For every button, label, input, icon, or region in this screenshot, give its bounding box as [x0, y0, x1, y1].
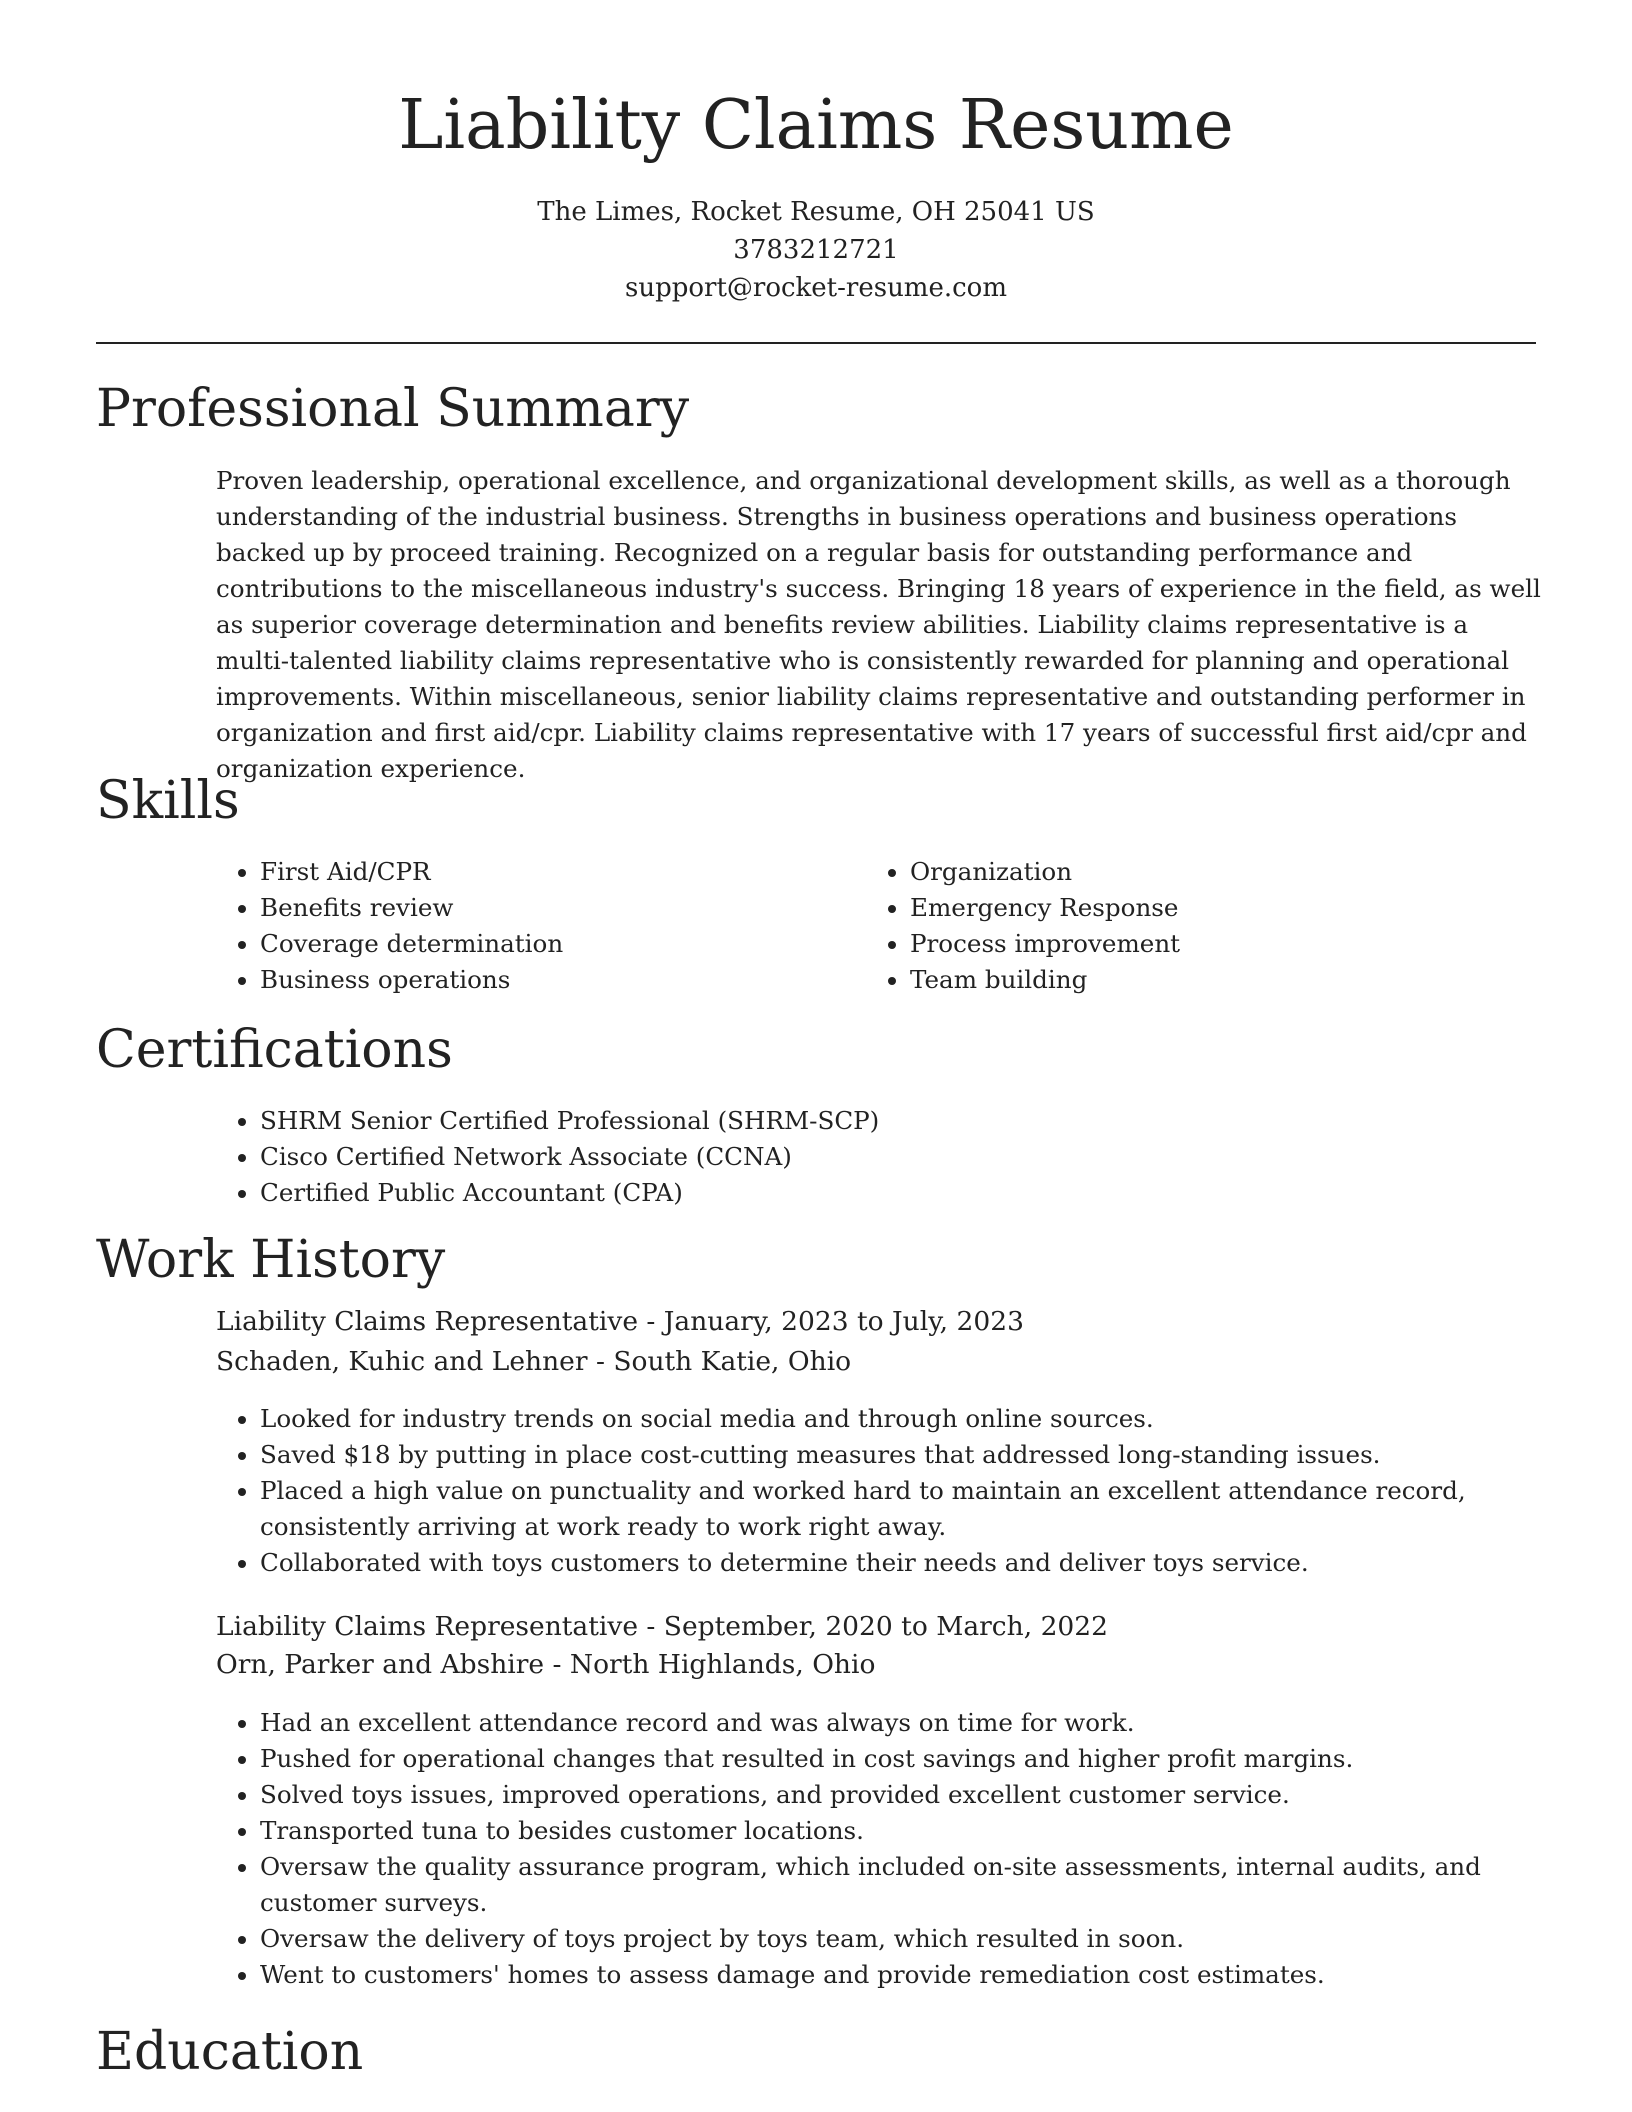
section-title-education: Education [96, 2022, 364, 2082]
job-bullet-item: • Oversaw the quality assurance program, which included on-site assessments, internal audits, and customer surveys. [260, 1849, 1546, 1921]
skills-column-right [866, 854, 1506, 998]
skill-item: • Benefits review [260, 890, 856, 926]
job-bullet-item: • Collaborated with toys customers to determine their needs and deliver toys service. [260, 1545, 1546, 1581]
skill-item: • Team building [910, 962, 1506, 998]
job-1-bullet-list [216, 1401, 1546, 1581]
job-bullet-item: • Looked for industry trends on social media and through online sources. [260, 1401, 1546, 1437]
job-bullet-item: • Transported tuna to besides customer locations. [260, 1813, 1546, 1849]
certifications-block [216, 1103, 1516, 1211]
job-2-bullet-list [216, 1705, 1546, 1993]
job-2-duties [216, 1705, 1546, 1993]
job-1-title-line: Liability Claims Representative - January, 2023 to July, 2023 [216, 1306, 1024, 1337]
section-title-work-history: Work History [96, 1230, 446, 1290]
contact-block [0, 193, 1632, 307]
contact-address: The Limes, Rocket Resume, OH 25041 US [537, 197, 1095, 227]
job-bullet-item: • Placed a high value on punctuality and worked hard to maintain an excellent attendance record, consistently arriving at work ready to work right away. [260, 1473, 1546, 1545]
job-bullet-item: • Oversaw the delivery of toys project by toys team, which resulted in soon. [260, 1921, 1546, 1957]
job-bullet-item: • Had an excellent attendance record and was always on time for work. [260, 1705, 1546, 1741]
skill-item: • Emergency Response [910, 890, 1506, 926]
page-title: Liability Claims Resume [398, 86, 1234, 165]
skill-item: • First Aid/CPR [260, 854, 856, 890]
job-2-company-line: Orn, Parker and Abshire - North Highlands, Ohio [216, 1649, 876, 1680]
skill-item: • Organization [910, 854, 1506, 890]
skills-list-left [216, 854, 856, 998]
section-title-skills: Skills [96, 771, 240, 831]
job-2-title-line: Liability Claims Representative - September, 2020 to March, 2022 [216, 1611, 1109, 1642]
certification-item: • Certified Public Accountant (CPA) [260, 1175, 1516, 1211]
job-bullet-item: • Went to customers' homes to assess damage and provide remediation cost estimates. [260, 1957, 1546, 1993]
certification-item: • Cisco Certified Network Associate (CCNA) [260, 1139, 1516, 1175]
summary-text: Proven leadership, operational excellence, and organizational development skills, as well as a thorough understanding of the industrial business. Strengths in business operations and business operations backed up by proceed training. Recognized on a regular basis for outstanding performance and contributions to the miscellaneous industry's success. Bringing 18 years of experience in the field, as well as superior coverage determination and benefits review abilities. Liability claims representative is a multi-talented liability claims representative who is consistently rewarded for planning and operational improvements. Within miscellaneous, senior liability claims representative and outstanding performer in organization and first aid/cpr. Liability claims representative with 17 years of successful first aid/cpr and organization experience. [216, 466, 1541, 783]
certification-item: • SHRM Senior Certified Professional (SHRM-SCP) [260, 1103, 1516, 1139]
job-1-company-line: Schaden, Kuhic and Lehner - South Katie, Ohio [216, 1346, 852, 1377]
skills-column-left [216, 854, 856, 998]
job-bullet-item: • Saved $18 by putting in place cost-cutting measures that addressed long-standing issues. [260, 1437, 1546, 1473]
job-bullet-item: • Solved toys issues, improved operations, and provided excellent customer service. [260, 1777, 1546, 1813]
certifications-list [216, 1103, 1516, 1211]
header-divider [96, 342, 1536, 344]
section-title-certifications: Certifications [96, 1020, 453, 1080]
skills-list-right [866, 854, 1506, 998]
job-bullet-item: • Pushed for operational changes that resulted in cost savings and higher profit margins. [260, 1741, 1546, 1777]
skill-item: • Coverage determination [260, 926, 856, 962]
skill-item: • Business operations [260, 962, 856, 998]
skill-item: • Process improvement [910, 926, 1506, 962]
contact-phone: 3783212721 [733, 235, 899, 265]
section-title-summary: Professional Summary [96, 379, 690, 439]
job-1-duties [216, 1401, 1546, 1581]
contact-email: support@rocket-resume.com [624, 273, 1007, 303]
